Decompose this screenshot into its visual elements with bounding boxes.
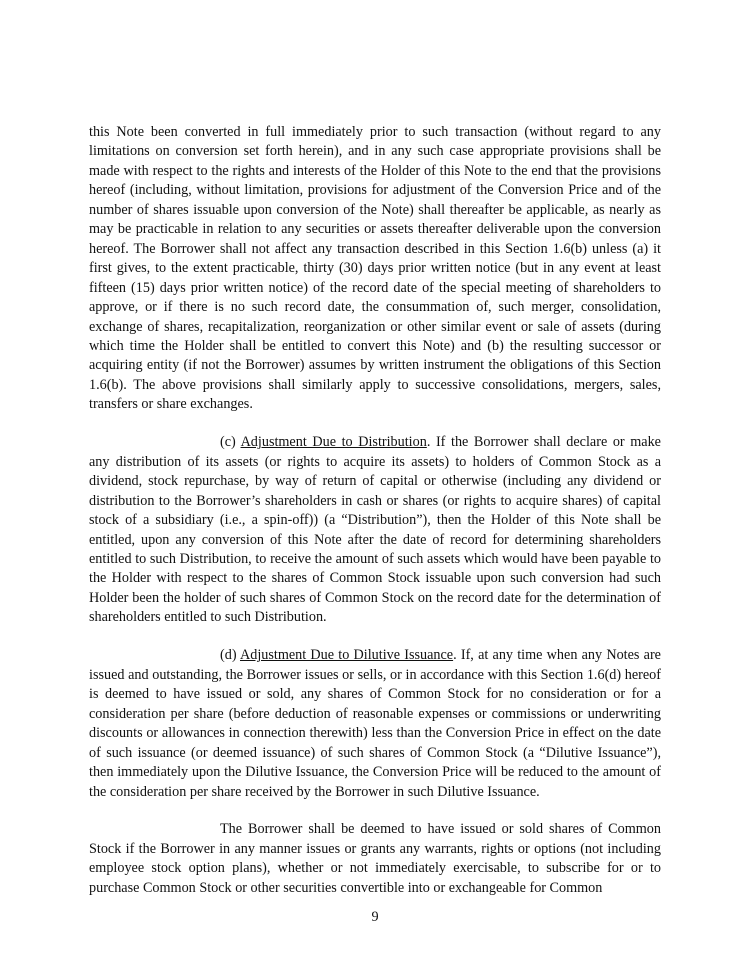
section-label: (d) (220, 647, 240, 664)
document-body (89, 123, 661, 898)
section-label: (c) (220, 434, 241, 451)
paragraph-adjustment-distribution (89, 433, 661, 628)
section-heading: Adjustment Due to Dilutive Issuance (239, 647, 454, 664)
paragraph-text: . If, at any time when any Notes are issued and outstanding, the Borrower issues or sells, or in accordance with this Section 1.6(d) hereof is deemed to have issued or sold, any shares of Common Stock for no consideration or for a consideration per share (before deduction of reasonable expenses or commissions or underwriting discounts or allowances in connection therewith) less than the Conversion Price in effect on the date of such issuance (or deemed issuance) of such shares of Common Stock (a “Dilutive Issuance”), then immediately upon the Dilutive Issuance, the Conversion Price will be reduced to the amount of the consideration per share received by the Borrower in such Dilutive Issuance. (89, 647, 661, 800)
paragraph-text: The Borrower shall be deemed to have issued or sold shares of Common Stock if the Borrower in any manner issues or grants any warrants, rights or options (not including employee stock option plans), whether or not immediately exercisable, to subscribe for or to purchase Common Stock or other securities convertible into or exchangeable for Common (89, 821, 661, 896)
section-heading: Adjustment Due to Distribution (240, 434, 427, 451)
paragraph-merger-continuation (89, 123, 661, 415)
paragraph-text: this Note been converted in full immediately prior to such transaction (without regard to any limitations on conversion set forth herein), and in any such case appropriate provisions shall be made with respect to the rights and interests of the Holder of this Note to the end that the provisions hereof (including, without limitation, provisions for adjustment of the Conversion Price and of the number of shares issuable upon conversion of the Note) shall thereafter be applicable, as nearly as may be practicable in relation to any securities or assets thereafter deliverable upon the conversion hereof. The Borrower shall not affect any transaction described in this Section 1.6(b) unless (a) it first gives, to the extent practicable, thirty (30) days prior written notice (but in any event at least fifteen (15) days prior written notice) of the record date of the special meeting of shareholders to approve, or if there is no such record date, the consummation of, such merger, consolidation, exchange of shares, recapitalization, reorganization or other similar event or sale of assets (during which time the Holder shall be entitled to convert this Note) and (b) the resulting successor or acquiring entity (if not the Borrower) assumes by written instrument the obligations of this Section 1.6(b). The above provisions shall similarly apply to successive consolidations, mergers, sales, transfers or share exchanges. (89, 124, 661, 413)
page-number: 9 (371, 909, 379, 925)
paragraph-text: . If the Borrower shall declare or make any distribution of its assets (or rights to acquire its assets) to holders of Common Stock as a dividend, stock repurchase, by way of return of capital or otherwise (including any dividend or distribution to the Borrower’s shareholders in cash or shares (or rights to acquire shares) of capital stock of a subsidiary (i.e., a spin-off)) (a “Distribution”), then the Holder of this Note shall be entitled, upon any conversion of this Note after the date of record for determining shareholders entitled to such Distribution, to receive the amount of such assets which would have been payable to the Holder with respect to the shares of Common Stock issuable upon such conversion had such Holder been the holder of such shares of Common Stock on the record date for the determination of shareholders entitled to such Distribution. (89, 434, 661, 626)
paragraph-deemed-issuance (89, 820, 661, 898)
paragraph-adjustment-dilutive-issuance (89, 646, 661, 802)
